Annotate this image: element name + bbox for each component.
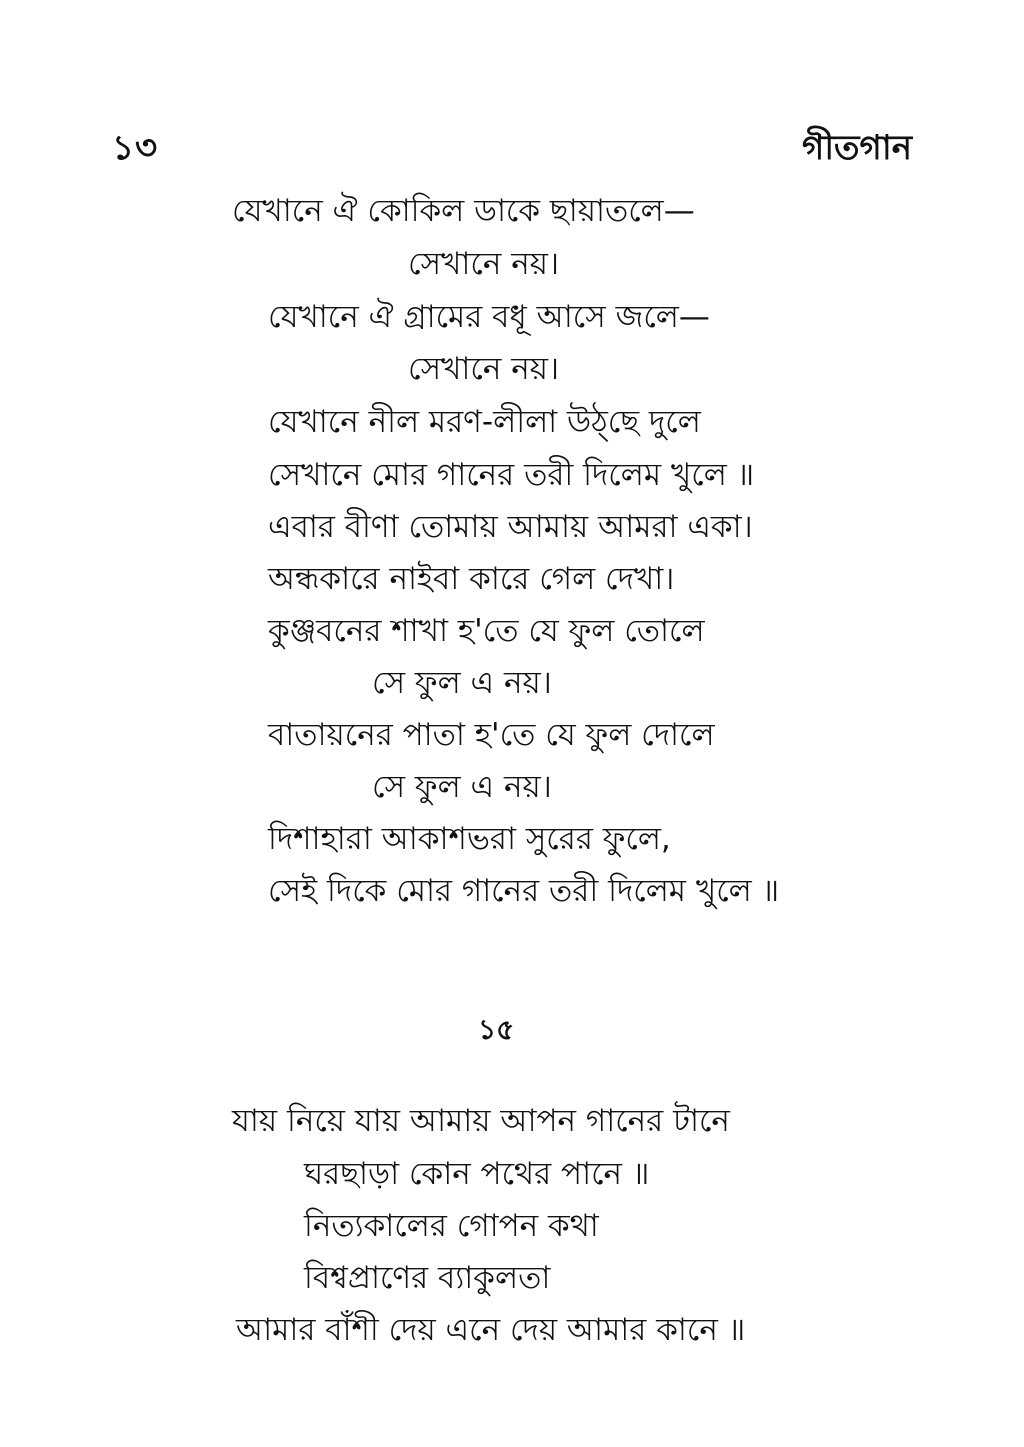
verse-line: বাতায়নের পাতা হ'তে যে ফুল দোলে xyxy=(268,717,715,753)
verse-line: নিত্যকালের গোপন কথা xyxy=(304,1208,599,1244)
verse-line: কুঞ্জবনের শাখা হ'তে যে ফুল তোলে xyxy=(268,613,705,649)
verse-line: বিশ্বপ্রাণের ব্যাকুলতা xyxy=(304,1260,551,1296)
book-title: গীতগান xyxy=(802,128,912,168)
verse-line: এবার বীণা তোমায় আমায় আমরা একা। xyxy=(268,509,753,545)
verse-line: সেখানে নয়। xyxy=(408,351,560,387)
verse-line: ঘরছাড়া কোন পথের পানে ॥ xyxy=(304,1156,650,1192)
verse-line: যেখানে নীল মরণ-লীলা উঠ্‌ছে দুলে xyxy=(268,404,701,440)
verse-line: সে ফুল এ নয়। xyxy=(372,769,552,805)
verse-line: যেখানে ঐ কোকিল ডাকে ছায়াতলে— xyxy=(232,193,695,229)
verse-line: সেখানে মোর গানের তরী দিলেম খুলে ॥ xyxy=(268,457,755,493)
verse-line: সে ফুল এ নয়। xyxy=(372,665,552,701)
verse-line: সেই দিকে মোর গানের তরী দিলেম খুলে ॥ xyxy=(268,873,780,909)
verse-line: যায় নিয়ে যায় আমায় আপন গানের টানে xyxy=(232,1103,730,1139)
verse-line: আমার বাঁশী দেয় এনে দেয় আমার কানে ॥ xyxy=(236,1312,746,1348)
song-number: ১৫ xyxy=(478,1013,515,1046)
verse-line: অন্ধকারে নাইবা কারে গেল দেখা। xyxy=(268,561,675,597)
verse-line: দিশাহারা আকাশভরা সুরের ফুলে, xyxy=(268,821,671,857)
verse-line: যেখানে ঐ গ্রামের বধূ আসে জলে— xyxy=(268,299,710,335)
page-number: ১৩ xyxy=(112,128,159,168)
verse-line: সেখানে নয়। xyxy=(408,246,560,282)
